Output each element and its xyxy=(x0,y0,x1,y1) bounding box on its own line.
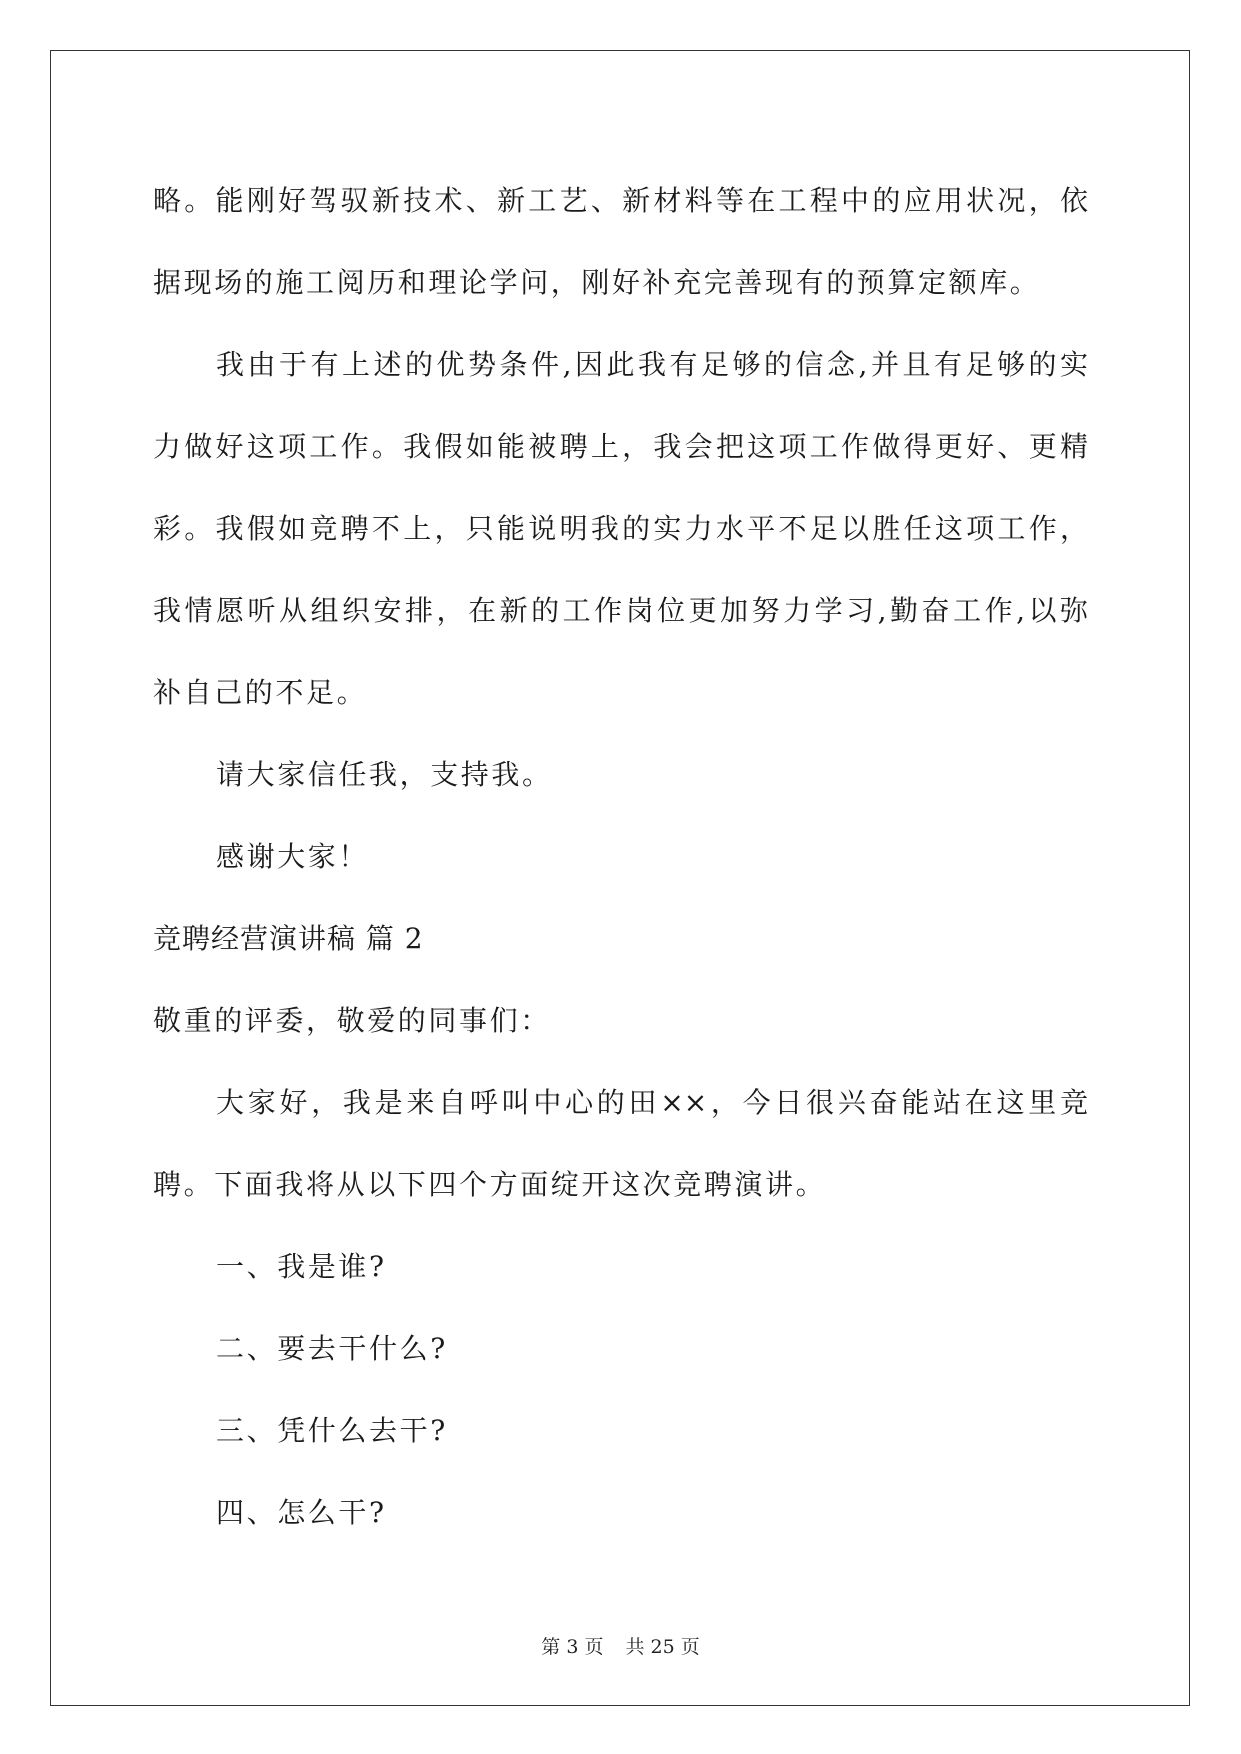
list-item: 四、怎么干? xyxy=(216,1496,387,1529)
paragraph-line: 感谢大家！ xyxy=(216,840,370,873)
list-item: 二、要去干什么? xyxy=(216,1332,448,1365)
list-item: 一、我是谁? xyxy=(216,1250,387,1283)
paragraph-line: 聘。下面我将从以下四个方面绽开这次竞聘演讲。 xyxy=(153,1168,827,1201)
salutation: 敬重的评委，敬爱的同事们： xyxy=(153,1004,551,1037)
paragraph-line: 彩。我假如竞聘不上，只能说明我的实力水平不足以胜任这项工作， xyxy=(153,512,1088,545)
paragraph-line: 补自己的不足。 xyxy=(153,676,368,709)
paragraph-line: 力做好这项工作。我假如能被聘上，我会把这项工作做得更好、更精 xyxy=(153,430,1088,463)
document-body xyxy=(153,160,1088,1554)
list-item: 三、凭什么去干? xyxy=(216,1414,448,1447)
paragraph-line: 我情愿听从组织安排，在新的工作岗位更加努力学习,勤奋工作,以弥 xyxy=(153,594,1088,627)
paragraph-line: 据现场的施工阅历和理论学问，刚好补充完善现有的预算定额库。 xyxy=(153,266,1041,299)
paragraph-line: 大家好，我是来自呼叫中心的田××，今日很兴奋能站在这里竞 xyxy=(216,1086,1088,1119)
paragraph-line: 我由于有上述的优势条件,因此我有足够的信念,并且有足够的实 xyxy=(216,348,1088,381)
page-footer xyxy=(0,1632,1241,1659)
paragraph-line: 略。能刚好驾驭新技术、新工艺、新材料等在工程中的应用状况，依 xyxy=(153,184,1088,217)
section-heading: 竞聘经营演讲稿 篇 2 xyxy=(153,922,424,955)
page-total: 共 25 页 xyxy=(625,1636,700,1658)
paragraph-line: 请大家信任我，支持我。 xyxy=(216,758,553,791)
page-number: 第 3 页 xyxy=(541,1636,604,1658)
